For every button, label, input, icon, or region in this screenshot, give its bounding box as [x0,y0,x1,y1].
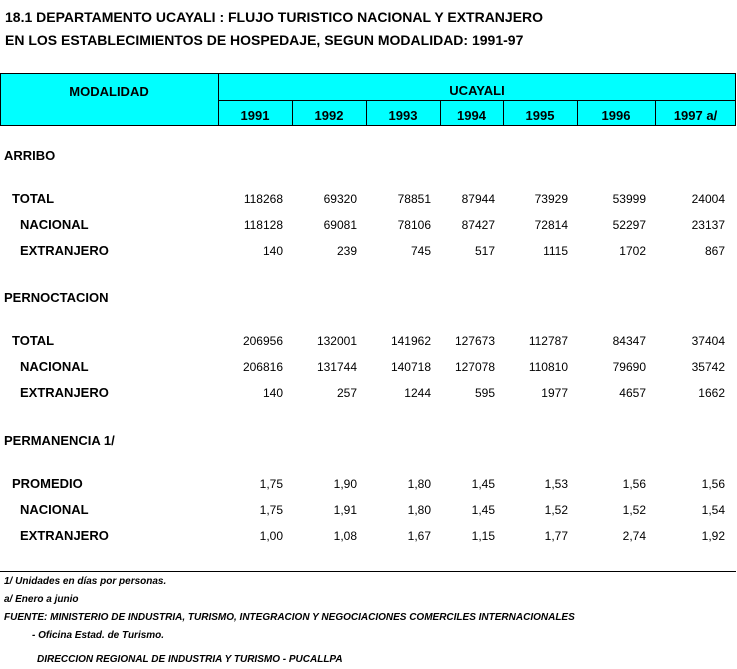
table-cell: 1702 [619,244,646,258]
table-cell: 1244 [404,386,431,400]
table-cell: 78106 [397,218,431,232]
source-direction: DIRECCION REGIONAL DE INDUSTRIA Y TURISMO - PUCALLPA [37,654,343,665]
table-cell: 131744 [316,360,357,374]
table-cell: 595 [474,386,495,400]
row-label: EXTRANJERO [20,243,109,258]
row-label: EXTRANJERO [20,528,109,543]
table-cell: 140 [262,244,283,258]
page-title-line-2: EN LOS ESTABLECIMIENTOS DE HOSPEDAJE, SEGUN MODALIDAD: 1991-97 [5,32,524,48]
section-title: ARRIBO [4,148,56,163]
table-cell: 35742 [691,360,725,374]
table-cell: 1,75 [259,503,283,517]
table-cell: 23137 [691,218,725,232]
table-cell: 140718 [390,360,431,374]
footnote-period: a/ Enero a junio [4,594,79,605]
table-cell: 1,91 [333,503,357,517]
year-header: 1993 [388,108,418,123]
table-cell: 72814 [534,218,568,232]
table-cell: 1,80 [407,503,431,517]
table-cell: 1,08 [333,529,357,543]
table-cell: 1,80 [407,477,431,491]
row-label: EXTRANJERO [20,385,109,400]
table-cell: 206956 [242,334,283,348]
table-cell: 87427 [461,218,495,232]
table-cell: 1,52 [544,503,568,517]
table-cell: 78851 [397,192,431,206]
table-bottom-border [0,571,736,572]
source-line: FUENTE: MINISTERIO DE INDUSTRIA, TURISMO, INTEGRACION Y NEGOCIACIONES COMERCILES INTERNACIONALES [4,612,575,623]
table-cell: 110810 [528,360,568,374]
table-cell: 127673 [454,334,495,348]
year-header: 1996 [601,108,631,123]
table-cell: 52297 [612,218,646,232]
table-cell: 112787 [528,334,568,348]
table-cell: 867 [704,244,725,258]
table-cell: 1,45 [471,503,495,517]
table-cell: 69320 [323,192,357,206]
table-cell: 206816 [242,360,283,374]
table-cell: 140 [262,386,283,400]
table-cell: 4657 [619,386,646,400]
row-label: NACIONAL [20,217,89,232]
header-bottom-border [0,125,736,126]
header-region: UCAYALI [449,83,505,98]
table-cell: 53999 [612,192,646,206]
row-label: TOTAL [12,191,55,206]
table-cell: 1,53 [544,477,568,491]
table-cell: 1,15 [471,529,495,543]
table-cell: 37404 [691,334,725,348]
table-cell: 1,00 [259,529,283,543]
table-cell: 1,75 [259,477,283,491]
table-cell: 1,56 [701,477,725,491]
table-cell: 1,45 [471,477,495,491]
table-cell: 73929 [534,192,568,206]
page-title-line-1: 18.1 DEPARTAMENTO UCAYALI : FLUJO TURISTICO NACIONAL Y EXTRANJERO [5,9,544,25]
table-cell: 517 [474,244,495,258]
year-header: 1995 [525,108,555,123]
table-cell: 257 [336,386,357,400]
table-cell: 1,92 [701,529,725,543]
table-cell: 87944 [461,192,495,206]
row-label: NACIONAL [20,359,89,374]
table-cell: 69081 [323,218,357,232]
year-header: 1991 [240,108,270,123]
section-title: PERNOCTACION [4,290,109,305]
table-cell: 1977 [541,386,568,400]
row-label: PROMEDIO [12,476,83,491]
table-cell: 1,67 [407,529,431,543]
table-cell: 79690 [612,360,646,374]
table-cell: 239 [336,244,357,258]
row-label: NACIONAL [20,502,89,517]
year-header: 1994 [457,108,486,123]
year-header: 1997 a/ [673,108,718,123]
header-modalidad: MODALIDAD [69,84,149,99]
table-cell: 1,54 [701,503,725,517]
footnote-units: 1/ Unidades en días por personas. [4,576,167,587]
table-cell: 2,74 [622,529,646,543]
table-cell: 1,90 [333,477,357,491]
table-cell: 127078 [454,360,495,374]
header-mid-border [218,100,736,101]
table-cell: 84347 [612,334,646,348]
table-cell: 132001 [316,334,357,348]
header-left-border [0,73,1,126]
source-office: - Oficina Estad. de Turismo. [32,630,165,641]
section-title: PERMANENCIA 1/ [4,433,115,448]
year-header: 1992 [314,108,344,123]
table-cell: 118268 [243,192,283,206]
table-cell: 1662 [698,386,725,400]
table-cell: 1,56 [622,477,646,491]
table-cell: 745 [410,244,431,258]
table-cell: 1115 [543,244,568,258]
header-top-border [0,73,736,74]
row-label: TOTAL [12,333,55,348]
table-cell: 1,77 [544,529,568,543]
table-cell: 24004 [691,192,725,206]
table-cell: 141962 [390,334,431,348]
table-cell: 1,52 [622,503,646,517]
table-cell: 118128 [243,218,283,232]
